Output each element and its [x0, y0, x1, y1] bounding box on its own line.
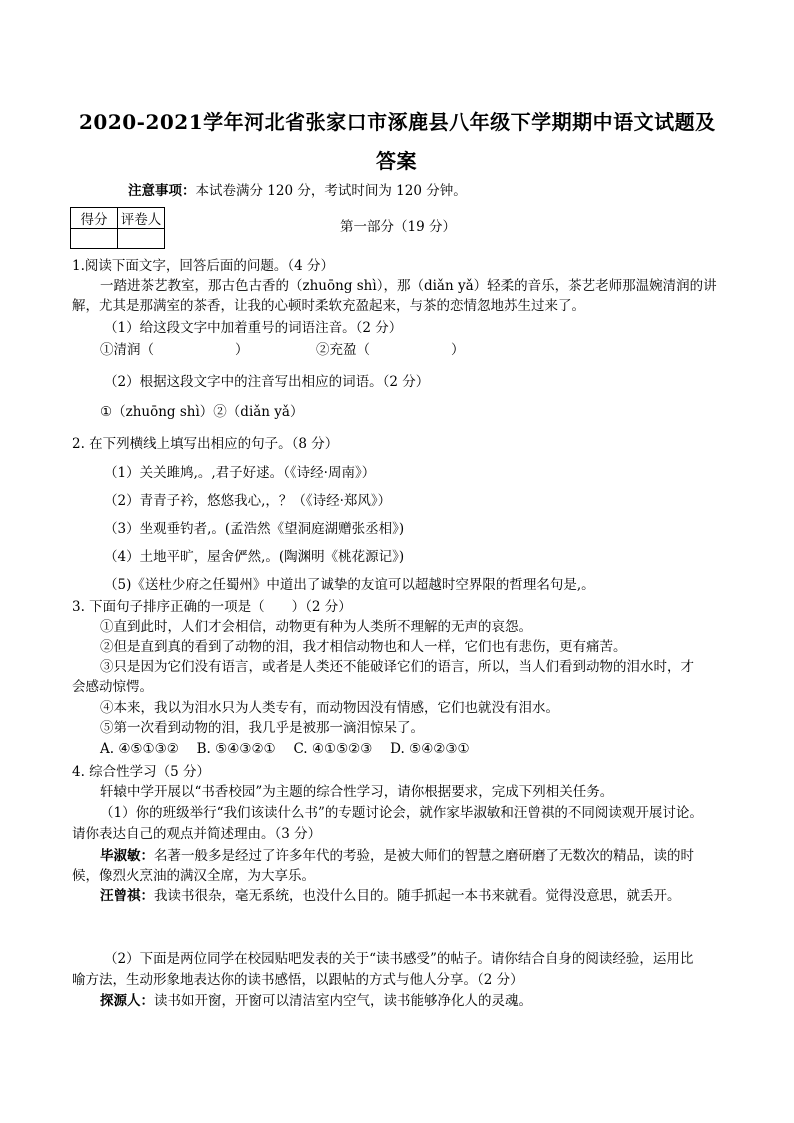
- q3-options: A. ④⑤①③② B. ⑤④③②① C. ④①⑤②③ D. ⑤④②③①: [100, 741, 470, 757]
- q1-passage-line1: 一踏进茶艺教室，那古色古香的（zhuōng shì），那（diǎn yǎ）轻柔的音乐，茶艺老师那温婉清润的讲: [100, 278, 717, 294]
- q4-intro: 轩辕中学开展以“书香校园”为主题的综合性学习，请你根据要求，完成下列相关任务。: [100, 784, 614, 800]
- q3-sentence3-line1: ③只是因为它们没有语言，或者是人类还不能破译它们的语言，所以，当人们看到动物的泪水时，才: [100, 659, 694, 675]
- q2-line4: （4）土地平旷，屋舍俨然,。(陶渊明《桃花源记》): [104, 549, 405, 565]
- q4-tan-label: 探源人：: [100, 993, 154, 1009]
- score-cell-grader: [118, 229, 165, 249]
- q3-stem: 3. 下面句子排序正确的一项是（ ）（2 分）: [72, 599, 352, 615]
- q4-bi-quote-line1: [100, 846, 694, 866]
- q1-sub2-answer: ①（zhuōng shì）②（diǎn yǎ）: [100, 404, 304, 420]
- exam-title-line2: 答案: [376, 149, 417, 173]
- q1-sub1: （1）给这段文字中加着重号的词语注音。（2 分）: [104, 320, 403, 336]
- score-cell-defen: [71, 229, 118, 249]
- q4-bi-text: 名著一般多是经过了许多年代的考验，是被大师们的智慧之磨研磨了无数次的精品，读的时: [154, 848, 694, 864]
- q4-stem: 4. 综合性学习（5 分）: [72, 764, 211, 780]
- q2-line3: （3）坐观垂钓者,。(孟浩然《望洞庭湖赠张丞相》): [104, 521, 405, 537]
- q3-sentence1: ①直到此时，人们才会相信，动物更有种为人类所不理解的无声的哀怨。: [100, 619, 532, 635]
- q4-tan-text: 读书如开窗，开窗可以清洁室内空气，读书能够净化人的灵魂。: [154, 993, 532, 1009]
- q4-wang-quote: [100, 886, 681, 906]
- q3-sentence2: ②但是直到真的看到了动物的泪，我才相信动物也和人一样，它们也有悲伤，更有痛苦。: [100, 639, 627, 655]
- q4-bi-label: 毕淑敏：: [100, 848, 154, 864]
- q3-sentence3-line2: 会感动惊愕。: [72, 679, 153, 695]
- q1-passage-line2: 解，尤其是那满室的茶香，让我的心顿时柔软充盈起来，与茶的恋情忽地苏生过来了。: [72, 298, 585, 314]
- q1-sub2: （2）根据这段文字中的注音写出相应的词语。（2 分）: [104, 374, 430, 390]
- part-title: 第一部分（19 分）: [340, 219, 456, 235]
- q4-sub2-line2: 喻方法，生动形象地表达你的读书感悟，以跟帖的方式与他人分享。（2 分）: [72, 972, 524, 988]
- exam-title-line1: 2020-2021学年河北省张家口市涿鹿县八年级下学期期中语文试题及: [79, 110, 716, 134]
- notice-label: 注意事项：: [128, 183, 196, 199]
- q1-stem: 1.阅读下面文字，回答后面的问题。（4 分）: [72, 258, 335, 274]
- q4-bi-quote-line2: 候，像烈火烹油的满汉全席，为大享乐。: [72, 868, 315, 884]
- q4-sub2-line1: （2）下面是两位同学在校园贴吧发表的关于“读书感受”的帖子。请你结合自身的阅读经验，运用比: [104, 951, 694, 967]
- q2-line1: （1）关关雎鸠,。,君子好逑。（《诗经·周南》）: [104, 465, 376, 481]
- q4-sub1-line1: （1）你的班级举行“我们该读什么书”的专题讨论会，就作家毕淑敏和汪曾祺的不同阅读观开展讨论。: [100, 805, 703, 821]
- q4-sub1-line2: 请你表达自己的观点并简述理由。（3 分）: [72, 826, 322, 842]
- q4-tan-quote: [100, 991, 532, 1011]
- q3-sentence4: ④本来，我以为泪水只为人类专有，而动物因没有情感，它们也就没有泪水。: [100, 700, 559, 716]
- q4-wang-text: 我读书很杂，毫无系统，也没什么目的。随手抓起一本书来就看。觉得没意思，就丢开。: [154, 888, 681, 904]
- score-table: [70, 207, 165, 249]
- q1-sub1-b: ②充盈（ ）: [316, 342, 465, 358]
- q2-line5: （5)《送杜少府之任蜀州》中道出了诚挚的友谊可以超越时空界限的哲理名句是,。: [104, 577, 595, 593]
- notice: [128, 181, 467, 201]
- q2-line2: （2）青青子衿，悠悠我心,，？（《诗经·郑风》）: [104, 493, 392, 509]
- score-header-grader: 评卷人: [118, 208, 165, 229]
- q1-sub1-a: ①清润（ ）: [100, 342, 249, 358]
- q3-sentence5: ⑤第一次看到动物的泪，我几乎是被那一滴泪惊呆了。: [100, 720, 424, 736]
- q4-wang-label: 汪曾祺：: [100, 888, 154, 904]
- notice-text: 本试卷满分 120 分，考试时间为 120 分钟。: [195, 183, 467, 199]
- q2-stem: 2. 在下列横线上填写出相应的句子。（8 分）: [72, 436, 339, 452]
- score-header-defen: 得分: [71, 208, 118, 229]
